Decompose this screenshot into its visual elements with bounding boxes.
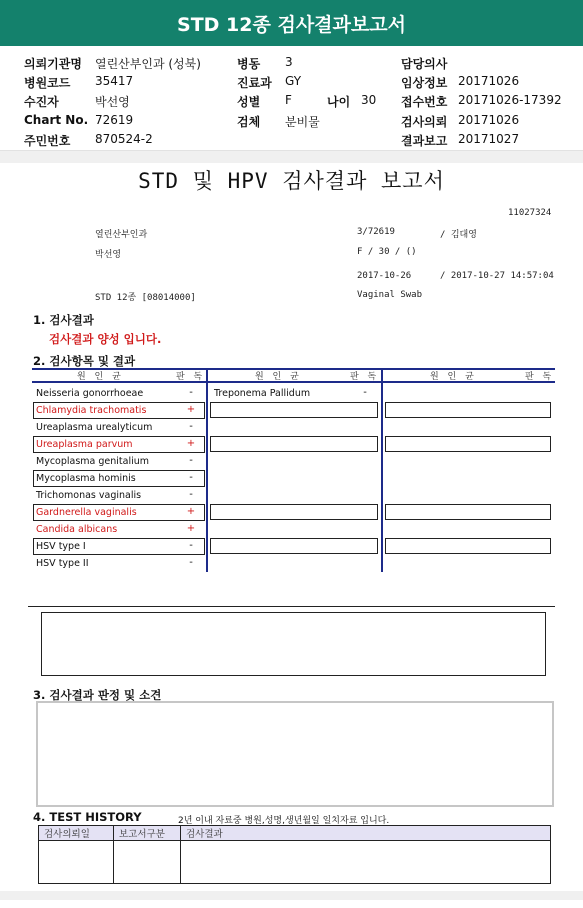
age-value: 30 (361, 93, 377, 107)
result-ureaplasma-urealyticum: - (189, 421, 193, 432)
col1-judgement-header: 판 독 (176, 372, 206, 382)
doctor-label: 담당의사 (401, 57, 448, 71)
empty-result-box (210, 504, 378, 520)
report-reported: / 2017-10-27 14:57:04 (440, 271, 554, 281)
pathogen-gardnerella-vaginalis: Gardnerella vaginalis (36, 507, 137, 518)
empty-result-box (210, 436, 378, 452)
result-mycoplasma-genitalium: - (189, 455, 193, 466)
history-note: 2년 이내 자료중 병원,성명,생년월일 일치자료 입니다. (178, 816, 390, 826)
empty-result-box (385, 538, 551, 554)
department-value: GY (285, 74, 302, 88)
chart-no-label: Chart No. (24, 113, 89, 127)
hospital-code-value: 35417 (95, 74, 134, 88)
patient-value: 박선영 (95, 95, 130, 109)
col1-pathogen-header: 원 인 균 (77, 372, 124, 382)
history-cell (114, 841, 181, 884)
pathogen-mycoplasma-genitalium: Mycoplasma genitalium (36, 456, 150, 467)
ward-label: 병동 (237, 57, 261, 71)
findings-box (36, 701, 554, 807)
sex-value: F (285, 93, 292, 107)
report-specimen: Vaginal Swab (357, 290, 423, 300)
pathogen-hsv-type-1: HSV type I (36, 541, 86, 552)
report-test-code: STD 12종 [08014000] (95, 293, 196, 303)
hospital-label: 의뢰기관명 (24, 57, 82, 71)
report-date-label: 결과보고 (401, 134, 448, 148)
footer-bar (0, 891, 583, 900)
pathogen-hsv-type-2: HSV type II (36, 558, 89, 569)
pathogen-ureaplasma-urealyticum: Ureaplasma urealyticum (36, 422, 153, 433)
test-history-table (38, 825, 551, 884)
report-sex-age: F / 30 / () (357, 247, 417, 257)
specimen-value: 분비물 (285, 115, 320, 129)
report-banner (0, 0, 583, 46)
result-chlamydia-trachomatis: + (186, 404, 196, 415)
table-row (39, 841, 551, 884)
report-physician: / 김대영 (440, 230, 477, 240)
receipt-no-label: 접수번호 (401, 95, 448, 109)
empty-result-box (210, 402, 378, 418)
col2-pathogen-header: 원 인 균 (255, 372, 302, 382)
pathogen-mycoplasma-hominis: Mycoplasma hominis (36, 473, 136, 484)
pathogen-chlamydia-trachomatis: Chlamydia trachomatis (36, 405, 147, 416)
result-trichomonas-vaginalis: - (189, 489, 193, 500)
results-header-bottom-rule (32, 381, 555, 383)
patient-label: 수진자 (24, 95, 59, 109)
col3-judgement-header: 판 독 (525, 372, 555, 382)
result-treponema-pallidum: - (363, 387, 367, 398)
col3-pathogen-header: 원 인 균 (430, 372, 477, 382)
pathogen-candida-albicans: Candida albicans (36, 524, 118, 535)
patient-info-panel (0, 46, 583, 150)
pathogen-trichomonas-vaginalis: Trichomonas vaginalis (36, 490, 142, 501)
section-4-title: 4. TEST HISTORY (33, 810, 142, 824)
sex-label: 성별 (237, 95, 261, 109)
report-banner-title: STD 12종 검사결과보고서 (177, 13, 406, 36)
report-id: 11027324 (508, 208, 552, 218)
positive-result-message: 검사결과 양성 입니다. (49, 332, 162, 346)
result-neisseria-gonorrhoeae: - (189, 387, 193, 398)
result-mycoplasma-hominis: - (189, 472, 193, 483)
report-chart-ref: 3/72619 (357, 227, 395, 237)
empty-result-box (385, 402, 551, 418)
pathogen-ureaplasma-parvum: Ureaplasma parvum (36, 439, 133, 450)
history-col-result: 검사결과 (181, 826, 551, 841)
clinical-info-label: 임상정보 (401, 76, 448, 90)
pathogen-treponema-pallidum: Treponema Pallidum (214, 388, 311, 399)
result-hsv-type-2: - (189, 557, 193, 568)
result-gardnerella-vaginalis: + (186, 506, 196, 517)
report-clinic: 열린산부인과 (95, 230, 148, 240)
col2-judgement-header: 판 독 (350, 372, 380, 382)
result-ureaplasma-parvum: + (186, 438, 196, 449)
report-title: STD 및 HPV 검사결과 보고서 (138, 169, 445, 193)
request-date-label: 검사의뢰 (401, 115, 448, 129)
report-patient: 박선영 (95, 250, 122, 260)
request-date-value: 20171026 (458, 113, 520, 127)
report-received: 2017-10-26 (357, 271, 412, 281)
result-hsv-type-1: - (189, 540, 193, 551)
section-1-title: 1. 검사결과 (33, 313, 94, 327)
ward-value: 3 (285, 55, 293, 69)
empty-result-box (385, 504, 551, 520)
pathogen-neisseria-gonorrhoeae: Neisseria gonorrhoeae (36, 388, 144, 399)
column-divider-2 (381, 368, 383, 572)
history-cell (39, 841, 114, 884)
history-col-report-type: 보고서구분 (114, 826, 181, 841)
hpv-result-box (41, 612, 546, 676)
history-cell (181, 841, 551, 884)
chart-no-value: 72619 (95, 113, 134, 127)
resident-no-value: 870524-2 (95, 132, 153, 146)
column-divider-1 (206, 368, 208, 572)
hpv-divider (28, 606, 555, 607)
receipt-no-value: 20171026-17392 (458, 93, 562, 107)
department-label: 진료과 (237, 76, 272, 90)
hospital-code-label: 병원코드 (24, 76, 71, 90)
empty-result-box (210, 538, 378, 554)
section-3-title: 3. 검사결과 판정 및 소견 (33, 688, 162, 702)
history-col-request-date: 검사의뢰일 (39, 826, 114, 841)
result-candida-albicans: + (186, 523, 196, 534)
empty-result-box (385, 436, 551, 452)
section-divider (0, 150, 583, 163)
report-document (0, 163, 583, 900)
section-2-title: 2. 검사항목 및 결과 (33, 354, 136, 368)
specimen-label: 검체 (237, 115, 261, 129)
resident-no-label: 주민번호 (24, 134, 71, 148)
clinical-info-value: 20171026 (458, 74, 520, 88)
report-date-value: 20171027 (458, 132, 520, 146)
hospital-value: 열린산부인과 (성북) (95, 57, 201, 71)
age-label: 나이 (327, 95, 351, 109)
